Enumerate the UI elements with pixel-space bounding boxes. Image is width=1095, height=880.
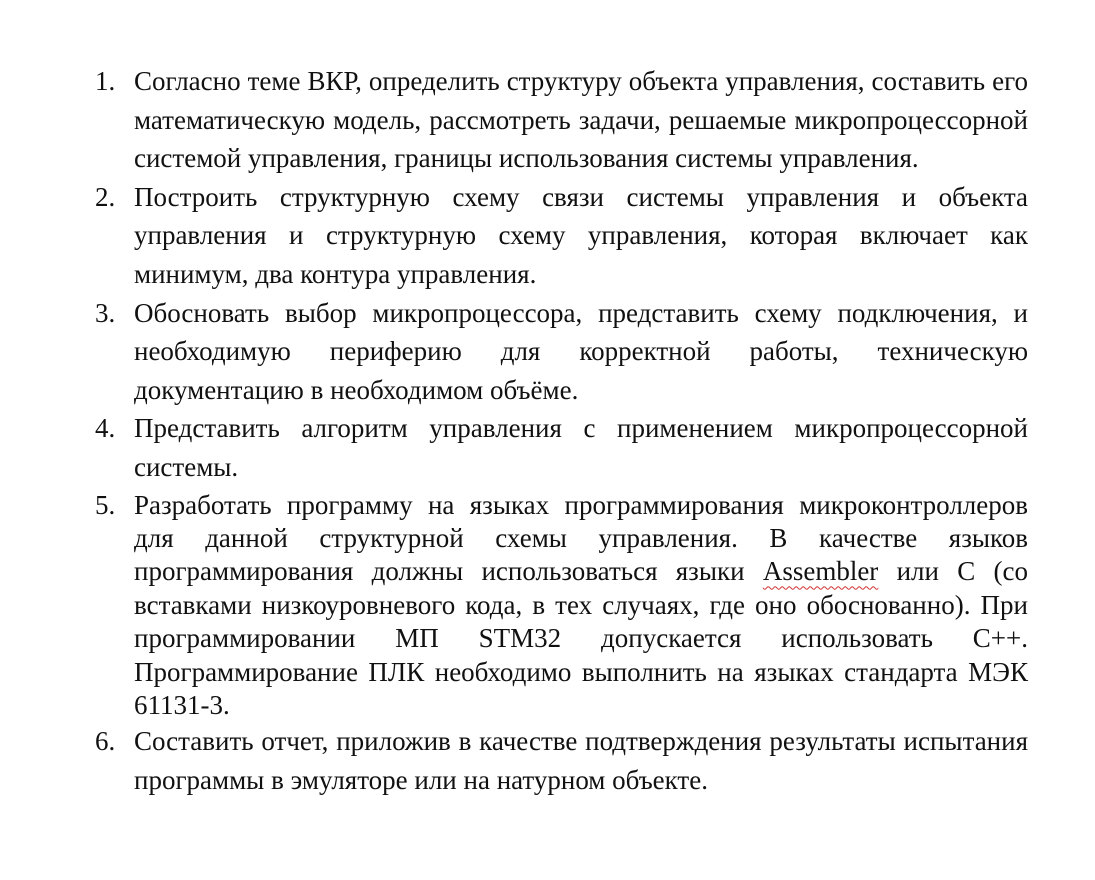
item-text: Составить отчет, приложив в качестве подтверждения результаты испытания программы в эмуляторе или на натурном объекте. — [134, 726, 1028, 795]
item-number: 5. — [95, 489, 116, 520]
task-list — [95, 62, 1028, 800]
item-text — [134, 489, 1028, 723]
item-text: Построить структурную схему связи системы управления и объекта управления и структурную схему управления, которая включает как минимум, два контура управления. — [134, 181, 1028, 289]
list-item — [95, 489, 1028, 723]
list-item — [95, 409, 1028, 486]
item-text-part: или С (со вставками низкоуровневого кода, в тех случаях, где оно обоснованно). При программировании МП STM32 допускается использовать С++. Программирование ПЛК необходимо выполнить на языках стандарта МЭК 61131-3. — [134, 556, 1028, 720]
item-number: 1. — [95, 66, 116, 96]
item-text-part: Разработать программу на языках программирования микроконтроллеров для данной структурной схемы управления. В качестве языков программирования должны использоваться языки — [134, 489, 1028, 587]
spellcheck-flagged-word[interactable]: Assembler — [762, 556, 879, 587]
item-text: Обосновать выбор микропроцессора, представить схему подключения, и необходимую периферию для корректной работы, техническую документацию в необходимом объёме. — [134, 297, 1028, 405]
item-number: 3. — [95, 297, 116, 328]
list-item — [95, 178, 1028, 294]
item-text: Представить алгоритм управления с применением микропроцессорной системы. — [134, 413, 1028, 482]
item-number: 4. — [95, 413, 116, 444]
list-item — [95, 294, 1028, 410]
item-text: Согласно теме ВКР, определить структуру объекта управления, составить его математическую модель, рассмотреть задачи, решаемые микропроцессорной системой управления, границы использования системы управления. — [134, 66, 1028, 174]
list-item — [95, 722, 1028, 799]
item-number: 6. — [95, 726, 116, 757]
list-item — [95, 62, 1028, 178]
item-number: 2. — [95, 181, 116, 212]
